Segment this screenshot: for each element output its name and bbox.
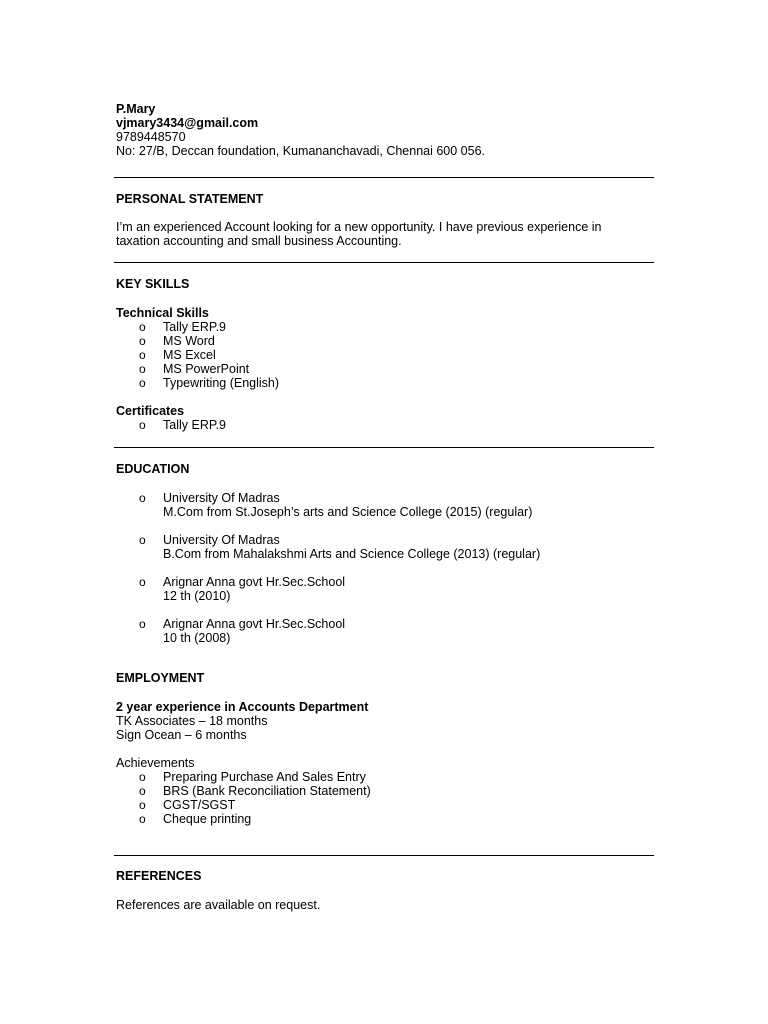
personal-statement-line-1: I’m an experienced Account looking for a new opportunity. I have previous experience in bbox=[116, 220, 602, 234]
bullet-icon: o bbox=[139, 575, 146, 589]
job-entry: Sign Ocean – 6 months bbox=[116, 728, 247, 742]
references-heading: REFERENCES bbox=[116, 869, 202, 883]
candidate-phone: 9789448570 bbox=[116, 130, 186, 144]
achievement-item: CGST/SGST bbox=[163, 798, 236, 812]
personal-statement-line-2: taxation accounting and small business Accounting. bbox=[116, 234, 402, 248]
education-detail: 12 th (2010) bbox=[163, 589, 231, 603]
education-heading: EDUCATION bbox=[116, 462, 190, 476]
bullet-icon: o bbox=[139, 770, 146, 784]
section-divider bbox=[114, 447, 654, 448]
technical-skill-item: MS Excel bbox=[163, 348, 216, 362]
section-divider bbox=[114, 855, 654, 856]
technical-skill-item: MS PowerPoint bbox=[163, 362, 250, 376]
education-detail: 10 th (2008) bbox=[163, 631, 231, 645]
technical-skill-item: Tally ERP.9 bbox=[163, 320, 226, 334]
bullet-icon: o bbox=[139, 784, 146, 798]
bullet-icon: o bbox=[139, 376, 146, 390]
employment-subheading: 2 year experience in Accounts Department bbox=[116, 700, 369, 714]
technical-skill-item: MS Word bbox=[163, 334, 215, 348]
employment-heading: EMPLOYMENT bbox=[116, 671, 205, 685]
education-institution: Arignar Anna govt Hr.Sec.School bbox=[163, 617, 346, 631]
education-detail: M.Com from St.Joseph’s arts and Science College (2015) (regular) bbox=[163, 505, 533, 519]
bullet-icon: o bbox=[139, 491, 146, 505]
certificates-heading: Certificates bbox=[116, 404, 185, 418]
bullet-icon: o bbox=[139, 617, 146, 631]
bullet-icon: o bbox=[139, 334, 146, 348]
achievement-item: Cheque printing bbox=[163, 812, 252, 826]
certificate-item: Tally ERP.9 bbox=[163, 418, 226, 432]
key-skills-heading: KEY SKILLS bbox=[116, 277, 190, 291]
achievement-item: Preparing Purchase And Sales Entry bbox=[163, 770, 366, 784]
job-entry: TK Associates – 18 months bbox=[116, 714, 268, 728]
section-divider bbox=[114, 177, 654, 178]
technical-skills-heading: Technical Skills bbox=[116, 306, 209, 320]
bullet-icon: o bbox=[139, 798, 146, 812]
achievements-label: Achievements bbox=[116, 756, 195, 770]
bullet-icon: o bbox=[139, 320, 146, 334]
education-detail: B.Com from Mahalakshmi Arts and Science College (2013) (regular) bbox=[163, 547, 541, 561]
candidate-name: P.Mary bbox=[116, 102, 156, 116]
bullet-icon: o bbox=[139, 362, 146, 376]
bullet-icon: o bbox=[139, 533, 146, 547]
bullet-icon: o bbox=[139, 812, 146, 826]
personal-statement-heading: PERSONAL STATEMENT bbox=[116, 192, 264, 206]
education-institution: University Of Madras bbox=[163, 491, 280, 505]
section-divider bbox=[114, 262, 654, 263]
education-institution: University Of Madras bbox=[163, 533, 280, 547]
technical-skill-item: Typewriting (English) bbox=[163, 376, 280, 390]
candidate-address: No: 27/B, Deccan foundation, Kumananchavadi, Chennai 600 056. bbox=[116, 144, 486, 158]
references-text: References are available on request. bbox=[116, 898, 321, 912]
bullet-icon: o bbox=[139, 348, 146, 362]
achievement-item: BRS (Bank Reconciliation Statement) bbox=[163, 784, 371, 798]
candidate-email: vjmary3434@gmail.com bbox=[116, 116, 259, 130]
bullet-icon: o bbox=[139, 418, 146, 432]
education-institution: Arignar Anna govt Hr.Sec.School bbox=[163, 575, 346, 589]
